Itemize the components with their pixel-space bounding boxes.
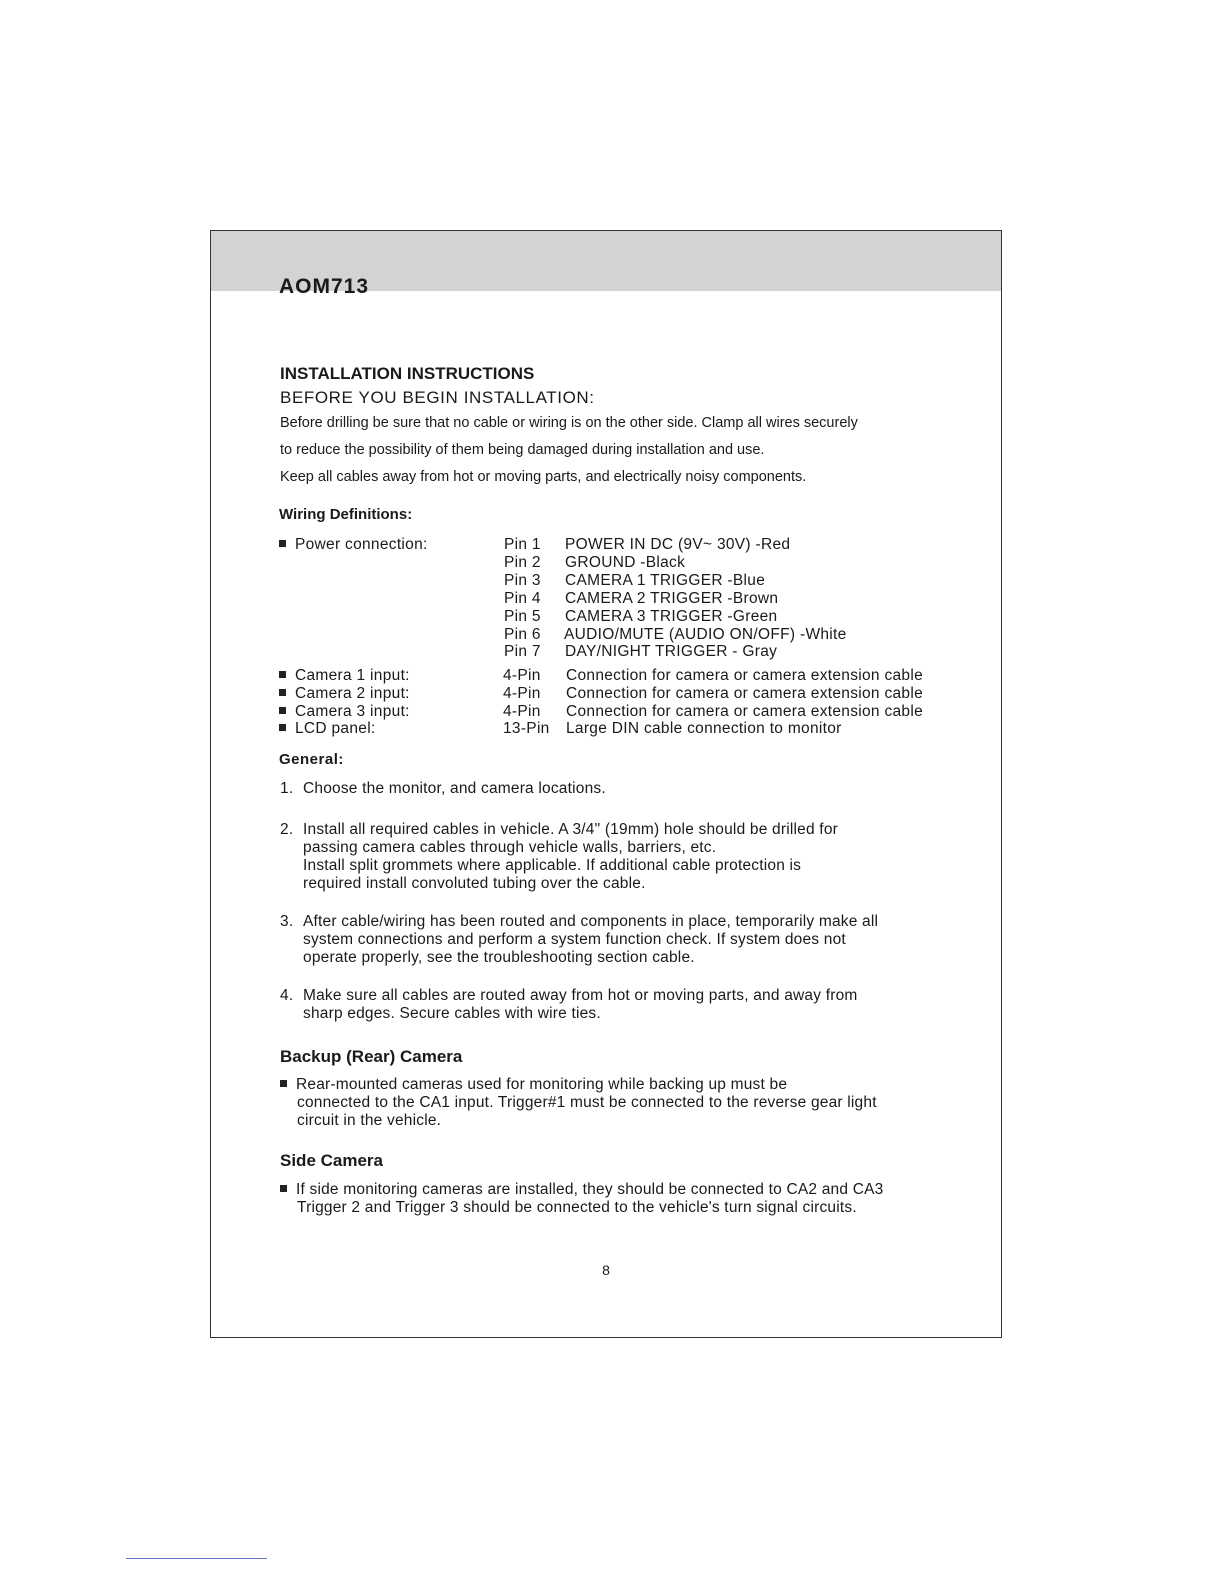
bullet-square-icon <box>279 540 286 547</box>
input-label: Camera 3 input: <box>295 703 410 720</box>
pin-label: Pin 3 <box>504 572 541 589</box>
input-label: Camera 2 input: <box>295 685 410 702</box>
pin-label: Pin 6 <box>504 626 541 643</box>
input-desc: Large DIN cable connection to monitor <box>566 720 842 737</box>
bullet-square-icon <box>279 707 286 714</box>
pin-label: Pin 4 <box>504 590 541 607</box>
item-text: system connections and perform a system function check. If system does not <box>303 931 846 948</box>
item-text: Choose the monitor, and camera locations. <box>303 780 606 797</box>
side-camera-heading: Side Camera <box>280 1151 383 1170</box>
input-label: LCD panel: <box>295 720 376 737</box>
item-text: passing camera cables through vehicle walls, barriers, etc. <box>303 839 717 856</box>
item-text: connected to the CA1 input. Trigger#1 must be connected to the reverse gear light <box>297 1094 877 1111</box>
input-desc: Connection for camera or camera extension cable <box>566 703 923 720</box>
item-number: 4. <box>280 987 294 1004</box>
input-item <box>279 703 410 721</box>
pin-desc: CAMERA 1 TRIGGER -Blue <box>565 572 766 589</box>
pin-desc: POWER IN DC (9V~ 30V) -Red <box>565 536 791 553</box>
item-text: sharp edges. Secure cables with wire ties. <box>303 1005 601 1022</box>
wiring-heading: Wiring Definitions: <box>279 506 413 523</box>
item-number: 3. <box>280 913 294 930</box>
item-text: Make sure all cables are routed away from hot or moving parts, and away from <box>303 987 858 1004</box>
input-pins: 4-Pin <box>503 685 541 702</box>
input-desc: Connection for camera or camera extension cable <box>566 667 923 684</box>
pin-desc: AUDIO/MUTE (AUDIO ON/OFF) -White <box>564 626 847 643</box>
intro-line: Before drilling be sure that no cable or wiring is on the other side. Clamp all wires securely <box>280 415 858 431</box>
model-title: AOM713 <box>279 275 370 298</box>
item-text: Rear-mounted cameras used for monitoring while backing up must be <box>296 1076 788 1093</box>
general-item <box>280 913 878 967</box>
input-item <box>279 720 376 738</box>
general-item <box>280 821 838 893</box>
pin-label: Pin 5 <box>504 608 541 625</box>
item-text: Install split grommets where applicable. If additional cable protection is <box>303 857 802 874</box>
bullet-square-icon <box>279 671 286 678</box>
input-pins: 4-Pin <box>503 667 541 684</box>
item-text: Trigger 2 and Trigger 3 should be connected to the vehicle's turn signal circuits. <box>297 1199 857 1216</box>
input-desc: Connection for camera or camera extension cable <box>566 685 923 702</box>
bullet-square-icon <box>279 689 286 696</box>
general-item <box>280 780 606 798</box>
input-item <box>279 667 410 685</box>
item-number: 1. <box>280 780 294 797</box>
input-pins: 13-Pin <box>503 720 550 737</box>
pin-label: Pin 7 <box>504 643 541 660</box>
item-text: If side monitoring cameras are installed, they should be connected to CA2 and CA3 <box>296 1181 884 1198</box>
bullet-square-icon <box>279 724 286 731</box>
side-camera-item <box>280 1181 883 1217</box>
power-connection-item <box>279 536 428 554</box>
pin-desc: CAMERA 2 TRIGGER -Brown <box>565 590 779 607</box>
power-label: Power connection: <box>295 536 428 553</box>
page-number: 8 <box>602 1262 610 1278</box>
intro-line: Keep all cables away from hot or moving parts, and electrically noisy components. <box>280 469 807 485</box>
before-install-heading: BEFORE YOU BEGIN INSTALLATION: <box>280 388 595 407</box>
bullet-square-icon <box>280 1080 287 1087</box>
item-text: circuit in the vehicle. <box>297 1112 442 1129</box>
general-heading: General: <box>279 751 344 768</box>
item-text: operate properly, see the troubleshooting section cable. <box>303 949 695 966</box>
general-item <box>280 987 858 1023</box>
pin-label: Pin 1 <box>504 536 541 553</box>
pin-desc: GROUND -Black <box>565 554 686 571</box>
item-text: required install convoluted tubing over the cable. <box>303 875 646 892</box>
input-pins: 4-Pin <box>503 703 541 720</box>
backup-camera-item <box>280 1076 877 1130</box>
footer-rule <box>126 1558 267 1559</box>
pin-label: Pin 2 <box>504 554 541 571</box>
backup-camera-heading: Backup (Rear) Camera <box>280 1047 463 1066</box>
input-label: Camera 1 input: <box>295 667 410 684</box>
pin-desc: DAY/NIGHT TRIGGER - Gray <box>565 643 778 660</box>
manual-page <box>210 230 1002 1338</box>
intro-line: to reduce the possibility of them being damaged during installation and use. <box>280 442 765 458</box>
pin-desc: CAMERA 3 TRIGGER -Green <box>565 608 778 625</box>
item-number: 2. <box>280 821 294 838</box>
installation-heading: INSTALLATION INSTRUCTIONS <box>280 364 535 383</box>
item-text: After cable/wiring has been routed and components in place, temporarily make all <box>303 913 879 930</box>
bullet-square-icon <box>280 1185 287 1192</box>
item-text: Install all required cables in vehicle. A 3/4" (19mm) hole should be drilled for <box>303 821 838 838</box>
input-item <box>279 685 410 703</box>
